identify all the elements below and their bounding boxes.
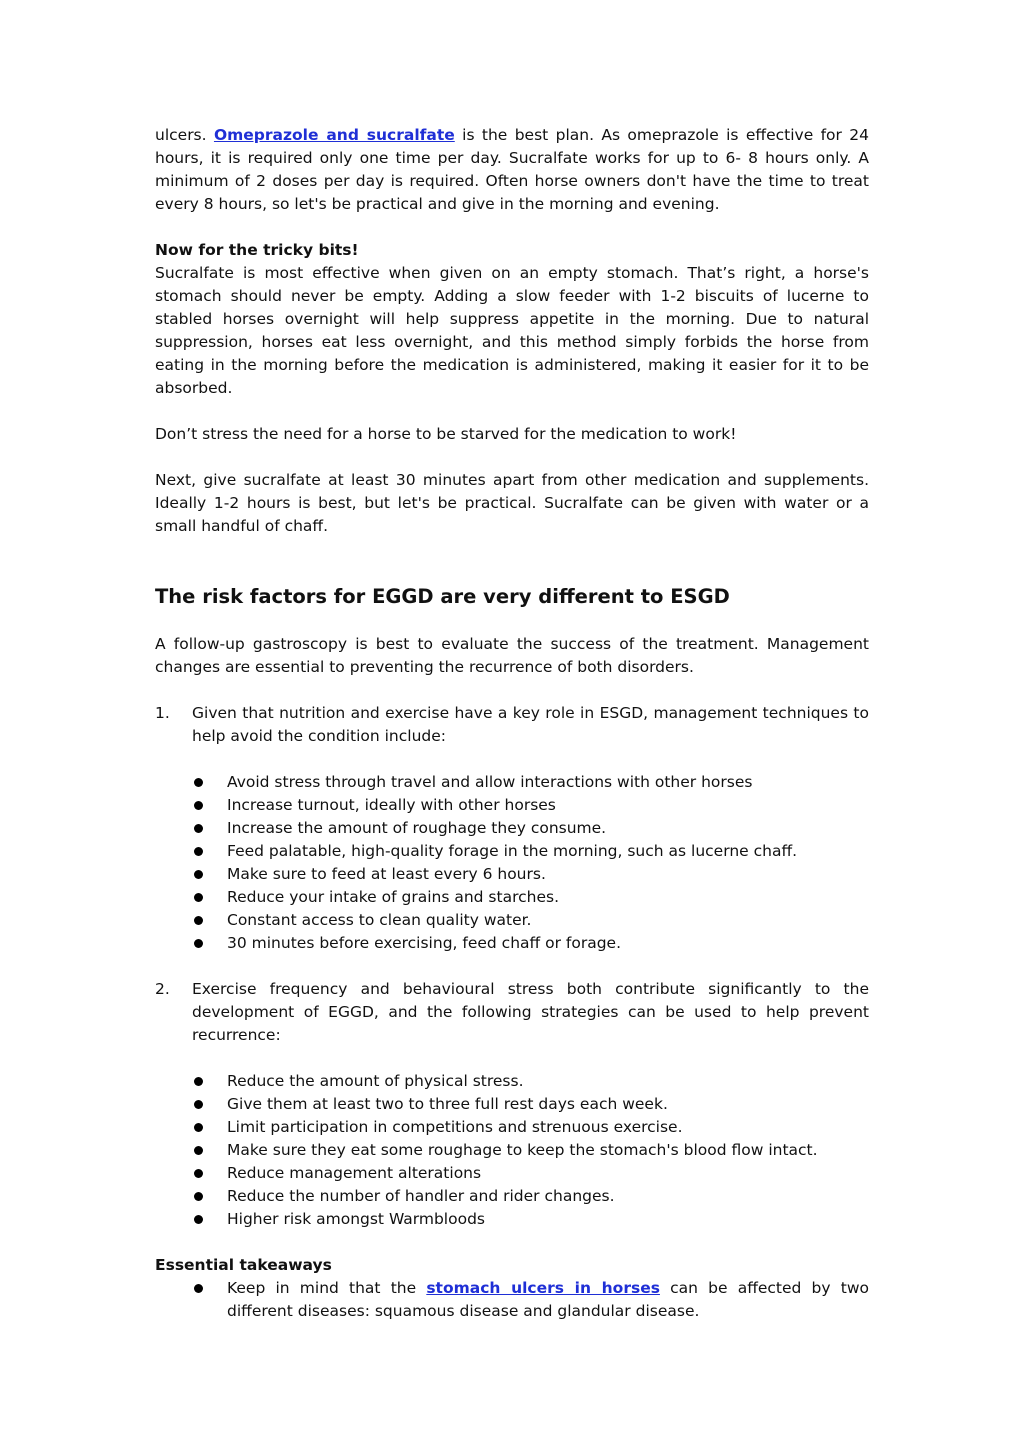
list-item-text: Increase turnout, ideally with other horses [227, 796, 556, 814]
bullet-icon [194, 801, 203, 810]
bullet-icon [194, 847, 203, 856]
list-item [227, 1162, 869, 1185]
item-text: Exercise frequency and behavioural stress both contribute significantly to the development of EGGD, and the following strategies can be used to help prevent recurrence: [192, 980, 869, 1044]
list-item [227, 909, 869, 932]
dont-stress-paragraph: Don’t stress the need for a horse to be starved for the medication to work! [155, 425, 737, 443]
bullet-icon [194, 916, 203, 925]
bullet-icon [194, 824, 203, 833]
bullet-icon [194, 1192, 203, 1201]
list-item [227, 1093, 869, 1116]
list-item-text: 30 minutes before exercising, feed chaff or forage. [227, 934, 622, 952]
next-paragraph: Next, give sucralfate at least 30 minutes apart from other medication and supplements. Ideally 1-2 hours is best, but let's be practical. Sucralfate can be given with water or a small handful of chaff. [155, 471, 869, 535]
list-item [227, 863, 869, 886]
bullet-icon [194, 893, 203, 902]
numbered-item-1 [155, 702, 869, 748]
esgd-bullet-list [155, 771, 869, 955]
bullet-icon [194, 870, 203, 879]
bullet-icon [194, 1169, 203, 1178]
bullet-icon [194, 1215, 203, 1224]
bullet-icon [194, 1146, 203, 1155]
takeaway-pre-text: Keep in mind that the [227, 1279, 427, 1297]
numbered-item-2 [155, 978, 869, 1047]
list-item [227, 886, 869, 909]
section-intro-paragraph: A follow-up gastroscopy is best to evaluate the success of the treatment. Management changes are essential to preventing the recurrence of both disorders. [155, 635, 869, 676]
list-item-text: Increase the amount of roughage they consume. [227, 819, 607, 837]
takeaways-list [155, 1277, 869, 1323]
list-item-text: Reduce the number of handler and rider changes. [227, 1187, 615, 1205]
item-text: Given that nutrition and exercise have a key role in ESGD, management techniques to help avoid the condition include: [192, 704, 869, 745]
list-item [227, 1208, 869, 1231]
bullet-icon [194, 939, 203, 948]
list-item [227, 794, 869, 817]
item-number: 2. [155, 980, 170, 998]
list-item-text: Reduce your intake of grains and starches. [227, 888, 559, 906]
eggd-bullet-list [155, 1070, 869, 1231]
bullet-icon [194, 1284, 203, 1293]
stomach-ulcers-link[interactable]: stomach ulcers in horses [426, 1279, 660, 1297]
bullet-icon [194, 1077, 203, 1086]
list-item-text: Reduce the amount of physical stress. [227, 1072, 524, 1090]
intro-paragraph [155, 124, 869, 216]
list-item [227, 932, 869, 955]
list-item-text: Make sure to feed at least every 6 hours. [227, 865, 546, 883]
document-page [155, 124, 869, 1323]
intro-pre-text: ulcers. [155, 126, 214, 144]
takeaways-title: Essential takeaways [155, 1256, 332, 1274]
intro-post-text: is the best plan. As omeprazole is effective for 24 hours, it is required only one time per day. Sucralfate works for up to 6- 8 hours only. A minimum of 2 doses per day is required. Often horse owners don't have the time to treat every 8 hours, so let's be practical and give in the morning and evening. [155, 126, 870, 213]
list-item-text: Higher risk amongst Warmbloods [227, 1210, 485, 1228]
bullet-icon [194, 1123, 203, 1132]
list-item [227, 1139, 869, 1162]
bullet-icon [194, 778, 203, 787]
list-item [227, 1185, 869, 1208]
tricky-bits-paragraph: Sucralfate is most effective when given on an empty stomach. That’s right, a horse's stomach should never be empty. Adding a slow feeder with 1-2 biscuits of lucerne to stabled horses overnight will help suppress appetite in the morning. Due to natural suppression, horses eat less overnight, and this method simply forbids the horse from eating in the morning before the medication is administered, making it easier for it to be absorbed. [155, 264, 869, 397]
list-item [227, 1277, 869, 1323]
omeprazole-sucralfate-link[interactable]: Omeprazole and sucralfate [213, 126, 455, 144]
list-item-text: Feed palatable, high-quality forage in the morning, such as lucerne chaff. [227, 842, 798, 860]
bullet-icon [194, 1100, 203, 1109]
list-item-text: Constant access to clean quality water. [227, 911, 532, 929]
item-number: 1. [155, 704, 170, 722]
takeaway-post-text: can be affected by two different diseases: squamous disease and glandular disease. [227, 1279, 869, 1320]
tricky-bits-title: Now for the tricky bits! [155, 241, 359, 259]
list-item-text: Avoid stress through travel and allow interactions with other horses [227, 773, 753, 791]
list-item [227, 817, 869, 840]
list-item [227, 1070, 869, 1093]
list-item [227, 771, 869, 794]
list-item-text: Limit participation in competitions and strenuous exercise. [227, 1118, 683, 1136]
list-item [227, 1116, 869, 1139]
list-item-text: Make sure they eat some roughage to keep the stomach's blood flow intact. [227, 1141, 818, 1159]
section-heading: The risk factors for EGGD are very different to ESGD [155, 585, 730, 608]
list-item-text: Reduce management alterations [227, 1164, 482, 1182]
list-item [227, 840, 869, 863]
list-item-text: Give them at least two to three full rest days each week. [227, 1095, 668, 1113]
